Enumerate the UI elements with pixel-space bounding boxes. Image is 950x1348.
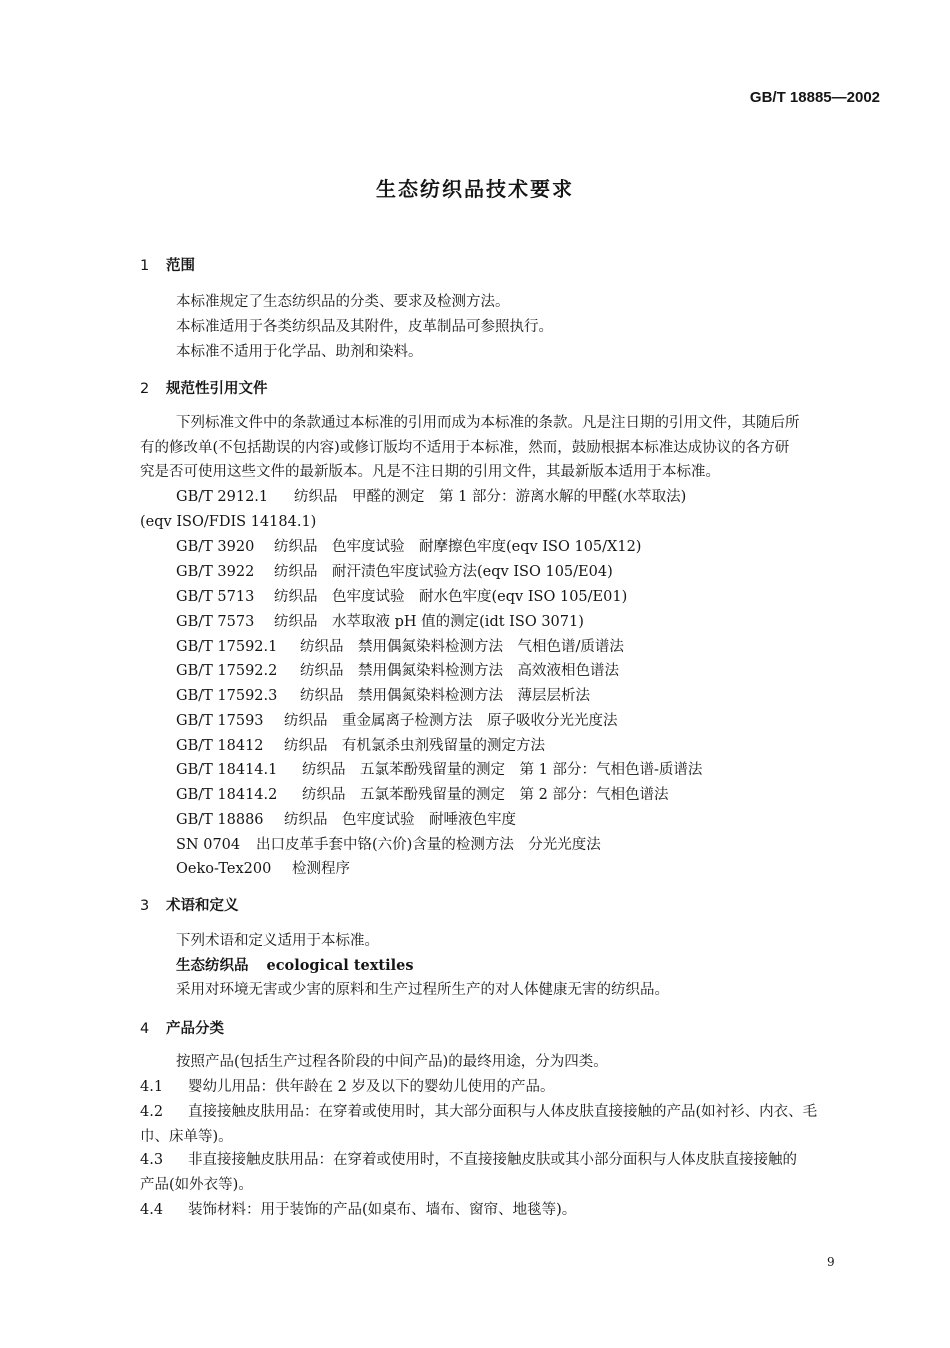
reference-code: GB/T 18414.1 bbox=[176, 762, 278, 778]
item-text: 婴幼儿用品：供年龄在 2 岁及以下的婴幼儿使用的产品。 bbox=[188, 1079, 555, 1095]
item-continuation: 巾、床单等)。 bbox=[140, 1129, 233, 1145]
reference-item bbox=[176, 537, 641, 557]
reference-item bbox=[176, 661, 619, 681]
classification-item bbox=[140, 1077, 554, 1097]
reference-title: 纺织品 禁用偶氮染料检测方法 高效液相色谱法 bbox=[300, 663, 619, 679]
paragraph-line: 有的修改单(不包括勘误的内容)或修订版均不适用于本标准，然而，鼓励根据本标准达成协议的各方研 bbox=[140, 440, 790, 456]
reference-code: GB/T 18414.2 bbox=[176, 787, 278, 803]
reference-item bbox=[176, 487, 686, 507]
reference-item bbox=[176, 711, 618, 731]
reference-title: 纺织品 五氯苯酚残留量的测定 第 2 部分：气相色谱法 bbox=[302, 787, 669, 803]
reference-item bbox=[176, 785, 668, 805]
classification-item bbox=[140, 1200, 576, 1220]
reference-title: 纺织品 甲醛的测定 第 1 部分：游离水解的甲醛(水萃取法) bbox=[294, 489, 687, 505]
term-definition: 采用对环境无害或少害的原料和生产过程所生产的对人体健康无害的纺织品。 bbox=[176, 982, 669, 998]
section-number: 2 bbox=[140, 381, 150, 397]
reference-title: 纺织品 色牢度试验 耐唾液色牢度 bbox=[284, 812, 516, 828]
paragraph: 本标准适用于各类纺织品及其附件，皮革制品可参照执行。 bbox=[176, 319, 553, 335]
term-chinese: 生态纺织品 bbox=[176, 958, 249, 974]
item-number: 4.1 bbox=[140, 1079, 164, 1095]
section-4-heading bbox=[140, 1019, 224, 1039]
reference-code: GB/T 17593 bbox=[176, 713, 264, 729]
reference-code: GB/T 17592.1 bbox=[176, 639, 278, 655]
item-number: 4.2 bbox=[140, 1104, 164, 1120]
item-number: 4.4 bbox=[140, 1202, 164, 1218]
section-3-heading bbox=[140, 896, 239, 916]
reference-item bbox=[176, 637, 624, 657]
section-number: 4 bbox=[140, 1021, 150, 1037]
section-title: 术语和定义 bbox=[166, 898, 239, 914]
reference-code: GB/T 18412 bbox=[176, 738, 264, 754]
paragraph-line: 究是否可使用这些文件的最新版本。凡是不注日期的引用文件，其最新版本适用于本标准。 bbox=[140, 464, 720, 480]
paragraph: 按照产品(包括生产过程各阶段的中间产品)的最终用途，分为四类。 bbox=[176, 1054, 608, 1070]
section-title: 规范性引用文件 bbox=[166, 381, 268, 397]
term-english: ecological textiles bbox=[266, 957, 414, 974]
reference-code: GB/T 3922 bbox=[176, 564, 255, 580]
paragraph: 本标准规定了生态纺织品的分类、要求及检测方法。 bbox=[176, 294, 510, 310]
reference-title: 检测程序 bbox=[292, 861, 350, 877]
paragraph-line: 下列标准文件中的条款通过本标准的引用而成为本标准的条款。凡是注日期的引用文件，其随后所 bbox=[176, 415, 800, 431]
reference-title: 纺织品 重金属离子检测方法 原子吸收分光光度法 bbox=[284, 713, 618, 729]
page-number: 9 bbox=[827, 1255, 835, 1269]
document-title: 生态纺织品技术要求 bbox=[376, 177, 574, 201]
reference-title: 纺织品 禁用偶氮染料检测方法 薄层层析法 bbox=[300, 688, 590, 704]
reference-item bbox=[176, 810, 516, 830]
reference-title: 纺织品 有机氯杀虫剂残留量的测定方法 bbox=[284, 738, 545, 754]
item-text: 非直接接触皮肤用品：在穿着或使用时，不直接接触皮肤或其小部分面积与人体皮肤直接接触的 bbox=[188, 1152, 797, 1168]
reference-code: GB/T 17592.3 bbox=[176, 688, 278, 704]
reference-item bbox=[176, 562, 613, 582]
reference-title: 纺织品 五氯苯酚残留量的测定 第 1 部分：气相色谱-质谱法 bbox=[302, 762, 703, 778]
reference-title: 纺织品 禁用偶氮染料检测方法 气相色谱/质谱法 bbox=[300, 639, 624, 655]
reference-title: (eqv ISO/FDIS 14184.1) bbox=[140, 514, 317, 530]
classification-item bbox=[140, 1150, 797, 1170]
reference-item bbox=[176, 686, 590, 706]
reference-code: GB/T 5713 bbox=[176, 589, 255, 605]
section-2-heading bbox=[140, 379, 268, 399]
reference-title: 纺织品 水萃取液 pH 值的测定(idt ISO 3071) bbox=[274, 614, 584, 630]
section-title: 产品分类 bbox=[166, 1021, 224, 1037]
reference-item bbox=[176, 835, 601, 855]
reference-code: GB/T 18886 bbox=[176, 812, 264, 828]
item-text: 装饰材料：用于装饰的产品(如桌布、墙布、窗帘、地毯等)。 bbox=[188, 1202, 577, 1218]
section-number: 3 bbox=[140, 898, 150, 914]
reference-code: GB/T 3920 bbox=[176, 539, 255, 555]
standard-number: GB/T 18885—2002 bbox=[749, 89, 880, 106]
reference-title: 出口皮革手套中铬(六价)含量的检测方法 分光光度法 bbox=[256, 837, 601, 853]
reference-item bbox=[176, 612, 584, 632]
reference-item bbox=[176, 587, 627, 607]
section-number: 1 bbox=[140, 258, 150, 274]
item-text: 直接接触皮肤用品：在穿着或使用时，其大部分面积与人体皮肤直接接触的产品(如衬衫、内衣、毛 bbox=[188, 1104, 818, 1120]
reference-item bbox=[176, 859, 350, 879]
reference-item bbox=[176, 760, 702, 780]
reference-code: GB/T 17592.2 bbox=[176, 663, 278, 679]
item-continuation: 产品(如外衣等)。 bbox=[140, 1177, 253, 1193]
item-number: 4.3 bbox=[140, 1152, 164, 1168]
reference-title: 纺织品 色牢度试验 耐摩擦色牢度(eqv ISO 105/X12) bbox=[274, 539, 642, 555]
reference-code: GB/T 7573 bbox=[176, 614, 255, 630]
reference-code: SN 0704 bbox=[176, 837, 241, 853]
section-title: 范围 bbox=[166, 258, 195, 274]
paragraph: 本标准不适用于化学品、助剂和染料。 bbox=[176, 344, 423, 360]
reference-code: Oeko-Tex200 bbox=[176, 861, 272, 877]
classification-item bbox=[140, 1102, 817, 1122]
term-entry bbox=[176, 956, 414, 976]
reference-title: 纺织品 耐汗渍色牢度试验方法(eqv ISO 105/E04) bbox=[274, 564, 613, 580]
section-1-heading bbox=[140, 256, 195, 276]
paragraph: 下列术语和定义适用于本标准。 bbox=[176, 933, 379, 949]
reference-title: 纺织品 色牢度试验 耐水色牢度(eqv ISO 105/E01) bbox=[274, 589, 628, 605]
reference-item bbox=[140, 512, 316, 532]
reference-code: GB/T 2912.1 bbox=[176, 489, 269, 505]
reference-item bbox=[176, 736, 545, 756]
